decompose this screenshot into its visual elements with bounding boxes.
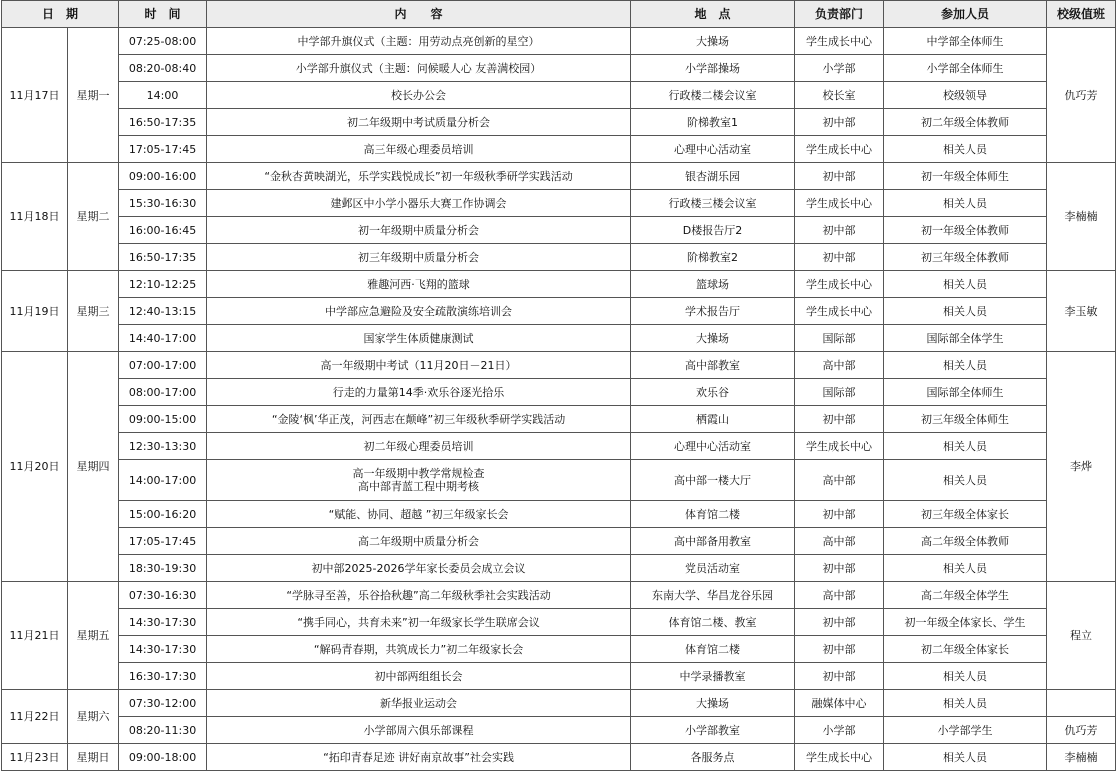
content-cell: 小学部升旗仪式（主题：问候暖人心 友善满校园） xyxy=(207,55,631,82)
dept-cell: 校长室 xyxy=(795,82,884,109)
time-cell: 17:05-17:45 xyxy=(119,528,207,555)
participants-cell: 相关人员 xyxy=(884,555,1047,582)
dept-cell: 初中部 xyxy=(795,217,884,244)
location-cell: 党员活动室 xyxy=(631,555,795,582)
header-participants: 参加人员 xyxy=(884,1,1047,28)
content-cell: “拓印青春足迹 讲好南京故事”社会实践 xyxy=(207,744,631,771)
participants-cell: 相关人员 xyxy=(884,190,1047,217)
table-row xyxy=(2,501,1116,528)
content-cell: 新华报业运动会 xyxy=(207,690,631,717)
content-cell: 初一年级期中质量分析会 xyxy=(207,217,631,244)
table-row xyxy=(2,190,1116,217)
location-cell: 高中部备用教室 xyxy=(631,528,795,555)
participants-cell: 相关人员 xyxy=(884,433,1047,460)
dept-cell: 初中部 xyxy=(795,109,884,136)
header-date: 日 期 xyxy=(2,1,119,28)
time-cell: 09:00-15:00 xyxy=(119,406,207,433)
table-row xyxy=(2,325,1116,352)
participants-cell: 小学部全体师生 xyxy=(884,55,1047,82)
duty-cell: 李烨 xyxy=(1047,352,1116,582)
time-cell: 16:30-17:30 xyxy=(119,663,207,690)
dept-cell: 高中部 xyxy=(795,352,884,379)
date-cell: 11月17日 xyxy=(2,28,68,163)
dept-cell: 初中部 xyxy=(795,163,884,190)
participants-cell: 初三年级全体家长 xyxy=(884,501,1047,528)
participants-cell: 相关人员 xyxy=(884,460,1047,501)
location-cell: 体育馆二楼、教室 xyxy=(631,609,795,636)
time-cell: 07:00-17:00 xyxy=(119,352,207,379)
participants-cell: 相关人员 xyxy=(884,271,1047,298)
location-cell: 银杏湖乐园 xyxy=(631,163,795,190)
time-cell: 15:30-16:30 xyxy=(119,190,207,217)
duty-cell: 程立 xyxy=(1047,582,1116,690)
table-row xyxy=(2,271,1116,298)
table-row xyxy=(2,406,1116,433)
time-cell: 07:30-16:30 xyxy=(119,582,207,609)
time-cell: 14:30-17:30 xyxy=(119,636,207,663)
participants-cell: 国际部全体师生 xyxy=(884,379,1047,406)
duty-cell: 李楠楠 xyxy=(1047,744,1116,771)
date-cell: 11月19日 xyxy=(2,271,68,352)
dept-cell: 高中部 xyxy=(795,460,884,501)
location-cell: 体育馆二楼 xyxy=(631,501,795,528)
dept-cell: 学生成长中心 xyxy=(795,271,884,298)
table-row xyxy=(2,82,1116,109)
participants-cell: 相关人员 xyxy=(884,298,1047,325)
dept-cell: 学生成长中心 xyxy=(795,298,884,325)
content-cell: 高二年级期中质量分析会 xyxy=(207,528,631,555)
time-cell: 08:20-11:30 xyxy=(119,717,207,744)
dept-cell: 初中部 xyxy=(795,663,884,690)
dept-cell: 学生成长中心 xyxy=(795,744,884,771)
content-cell: 初中部2025-2026学年家长委员会成立会议 xyxy=(207,555,631,582)
dept-cell: 初中部 xyxy=(795,555,884,582)
location-cell: 小学部操场 xyxy=(631,55,795,82)
table-row xyxy=(2,109,1116,136)
content-cell: 初三年级期中质量分析会 xyxy=(207,244,631,271)
time-cell: 14:00 xyxy=(119,82,207,109)
weekday-cell: 星期二 xyxy=(68,163,119,271)
dept-cell: 学生成长中心 xyxy=(795,28,884,55)
time-cell: 14:00-17:00 xyxy=(119,460,207,501)
duty-cell xyxy=(1047,690,1116,717)
location-cell: 大操场 xyxy=(631,325,795,352)
participants-cell: 初一年级全体家长、学生 xyxy=(884,609,1047,636)
location-cell: 各服务点 xyxy=(631,744,795,771)
weekly-schedule-table xyxy=(1,0,1116,771)
location-cell: 阶梯教室1 xyxy=(631,109,795,136)
table-row xyxy=(2,379,1116,406)
header-duty: 校级值班 xyxy=(1047,1,1116,28)
table-row xyxy=(2,582,1116,609)
date-cell: 11月21日 xyxy=(2,582,68,690)
location-cell: 高中部教室 xyxy=(631,352,795,379)
table-row xyxy=(2,690,1116,717)
time-cell: 16:50-17:35 xyxy=(119,244,207,271)
participants-cell: 初一年级全体师生 xyxy=(884,163,1047,190)
participants-cell: 初二年级全体教师 xyxy=(884,109,1047,136)
header-dept: 负责部门 xyxy=(795,1,884,28)
dept-cell: 小学部 xyxy=(795,717,884,744)
table-row xyxy=(2,744,1116,771)
content-cell: 中学部应急避险及安全疏散演练培训会 xyxy=(207,298,631,325)
table-row xyxy=(2,298,1116,325)
table-row xyxy=(2,609,1116,636)
table-row xyxy=(2,244,1116,271)
participants-cell: 小学部学生 xyxy=(884,717,1047,744)
dept-cell: 学生成长中心 xyxy=(795,433,884,460)
time-cell: 16:50-17:35 xyxy=(119,109,207,136)
location-cell: 行政楼三楼会议室 xyxy=(631,190,795,217)
header-row xyxy=(2,1,1116,28)
location-cell: D楼报告厅2 xyxy=(631,217,795,244)
table-row xyxy=(2,555,1116,582)
table-row xyxy=(2,663,1116,690)
dept-cell: 融媒体中心 xyxy=(795,690,884,717)
duty-cell: 仇巧芳 xyxy=(1047,717,1116,744)
participants-cell: 校级领导 xyxy=(884,82,1047,109)
participants-cell: 高二年级全体学生 xyxy=(884,582,1047,609)
table-row xyxy=(2,136,1116,163)
location-cell: 学术报告厅 xyxy=(631,298,795,325)
table-row xyxy=(2,163,1116,190)
content-cell: 初中部两组组长会 xyxy=(207,663,631,690)
participants-cell: 相关人员 xyxy=(884,744,1047,771)
dept-cell: 国际部 xyxy=(795,325,884,352)
location-cell: 栖霞山 xyxy=(631,406,795,433)
weekday-cell: 星期五 xyxy=(68,582,119,690)
participants-cell: 相关人员 xyxy=(884,663,1047,690)
dept-cell: 小学部 xyxy=(795,55,884,82)
content-cell: 小学部周六俱乐部课程 xyxy=(207,717,631,744)
table-row xyxy=(2,460,1116,501)
content-cell: 中学部升旗仪式（主题：用劳动点亮创新的星空） xyxy=(207,28,631,55)
participants-cell: 相关人员 xyxy=(884,690,1047,717)
table-row xyxy=(2,217,1116,244)
location-cell: 东南大学、华昌龙谷乐园 xyxy=(631,582,795,609)
content-cell: “解码青春期，共筑成长力”初二年级家长会 xyxy=(207,636,631,663)
location-cell: 行政楼二楼会议室 xyxy=(631,82,795,109)
time-cell: 07:25-08:00 xyxy=(119,28,207,55)
content-cell: 行走的力量第14季·欢乐谷逐光拾乐 xyxy=(207,379,631,406)
date-cell: 11月23日 xyxy=(2,744,68,771)
location-cell: 小学部教室 xyxy=(631,717,795,744)
content-cell: 校长办公会 xyxy=(207,82,631,109)
table-row xyxy=(2,352,1116,379)
table-row xyxy=(2,636,1116,663)
time-cell: 12:30-13:30 xyxy=(119,433,207,460)
time-cell: 17:05-17:45 xyxy=(119,136,207,163)
dept-cell: 国际部 xyxy=(795,379,884,406)
location-cell: 欢乐谷 xyxy=(631,379,795,406)
duty-cell: 李玉敏 xyxy=(1047,271,1116,352)
weekday-cell: 星期四 xyxy=(68,352,119,582)
location-cell: 大操场 xyxy=(631,28,795,55)
weekday-cell: 星期三 xyxy=(68,271,119,352)
dept-cell: 高中部 xyxy=(795,528,884,555)
time-cell: 08:20-08:40 xyxy=(119,55,207,82)
dept-cell: 学生成长中心 xyxy=(795,136,884,163)
location-cell: 高中部一楼大厅 xyxy=(631,460,795,501)
content-cell: 雅趣河西·飞翔的篮球 xyxy=(207,271,631,298)
content-cell: 初二年级期中考试质量分析会 xyxy=(207,109,631,136)
header-time: 时 间 xyxy=(119,1,207,28)
content-line: 高中部青蓝工程中期考核 xyxy=(358,480,480,493)
content-cell: 高三年级心理委员培训 xyxy=(207,136,631,163)
dept-cell: 学生成长中心 xyxy=(795,190,884,217)
content-cell: 初二年级心理委员培训 xyxy=(207,433,631,460)
table-row xyxy=(2,28,1116,55)
time-cell: 12:10-12:25 xyxy=(119,271,207,298)
table-row xyxy=(2,433,1116,460)
content-cell: “赋能、协同、超越 ”初三年级家长会 xyxy=(207,501,631,528)
time-cell: 12:40-13:15 xyxy=(119,298,207,325)
participants-cell: 初一年级全体教师 xyxy=(884,217,1047,244)
weekday-cell: 星期一 xyxy=(68,28,119,163)
content-cell: “金陵‘枫’华正茂，河西志在颠峰”初三年级秋季研学实践活动 xyxy=(207,406,631,433)
participants-cell: 相关人员 xyxy=(884,352,1047,379)
content-cell: 高一年级期中考试（11月20日－21日） xyxy=(207,352,631,379)
table-row xyxy=(2,717,1116,744)
location-cell: 体育馆二楼 xyxy=(631,636,795,663)
content-cell xyxy=(207,460,631,501)
content-cell: 国家学生体质健康测试 xyxy=(207,325,631,352)
participants-cell: 初三年级全体师生 xyxy=(884,406,1047,433)
location-cell: 中学录播教室 xyxy=(631,663,795,690)
content-line: 高一年级期中教学常规检查 xyxy=(352,467,485,480)
time-cell: 14:30-17:30 xyxy=(119,609,207,636)
participants-cell: 初三年级全体教师 xyxy=(884,244,1047,271)
participants-cell: 初二年级全体家长 xyxy=(884,636,1047,663)
time-cell: 14:40-17:00 xyxy=(119,325,207,352)
participants-cell: 高二年级全体教师 xyxy=(884,528,1047,555)
content-cell: “金秋杏黄映湖光，乐学实践悦成长”初一年级秋季研学实践活动 xyxy=(207,163,631,190)
participants-cell: 相关人员 xyxy=(884,136,1047,163)
time-cell: 08:00-17:00 xyxy=(119,379,207,406)
content-cell: “学脉寻至善，乐谷拾秋趣”高二年级秋季社会实践活动 xyxy=(207,582,631,609)
location-cell: 心理中心活动室 xyxy=(631,136,795,163)
time-cell: 07:30-12:00 xyxy=(119,690,207,717)
participants-cell: 国际部全体学生 xyxy=(884,325,1047,352)
time-cell: 18:30-19:30 xyxy=(119,555,207,582)
time-cell: 09:00-18:00 xyxy=(119,744,207,771)
location-cell: 篮球场 xyxy=(631,271,795,298)
header-location: 地 点 xyxy=(631,1,795,28)
time-cell: 16:00-16:45 xyxy=(119,217,207,244)
content-cell: “携手同心，共育未来”初一年级家长学生联席会议 xyxy=(207,609,631,636)
dept-cell: 初中部 xyxy=(795,406,884,433)
weekday-cell: 星期六 xyxy=(68,690,119,744)
location-cell: 心理中心活动室 xyxy=(631,433,795,460)
weekday-cell: 星期日 xyxy=(68,744,119,771)
date-cell: 11月18日 xyxy=(2,163,68,271)
dept-cell: 初中部 xyxy=(795,501,884,528)
duty-cell: 仇巧芳 xyxy=(1047,28,1116,163)
header-content: 内 容 xyxy=(207,1,631,28)
content-cell: 建邺区中小学小器乐大赛工作协调会 xyxy=(207,190,631,217)
location-cell: 大操场 xyxy=(631,690,795,717)
participants-cell: 中学部全体师生 xyxy=(884,28,1047,55)
dept-cell: 初中部 xyxy=(795,244,884,271)
dept-cell: 初中部 xyxy=(795,609,884,636)
time-cell: 15:00-16:20 xyxy=(119,501,207,528)
date-cell: 11月22日 xyxy=(2,690,68,744)
time-cell: 09:00-16:00 xyxy=(119,163,207,190)
dept-cell: 初中部 xyxy=(795,636,884,663)
location-cell: 阶梯教室2 xyxy=(631,244,795,271)
duty-cell: 李楠楠 xyxy=(1047,163,1116,271)
dept-cell: 高中部 xyxy=(795,582,884,609)
table-row xyxy=(2,528,1116,555)
date-cell: 11月20日 xyxy=(2,352,68,582)
table-row xyxy=(2,55,1116,82)
